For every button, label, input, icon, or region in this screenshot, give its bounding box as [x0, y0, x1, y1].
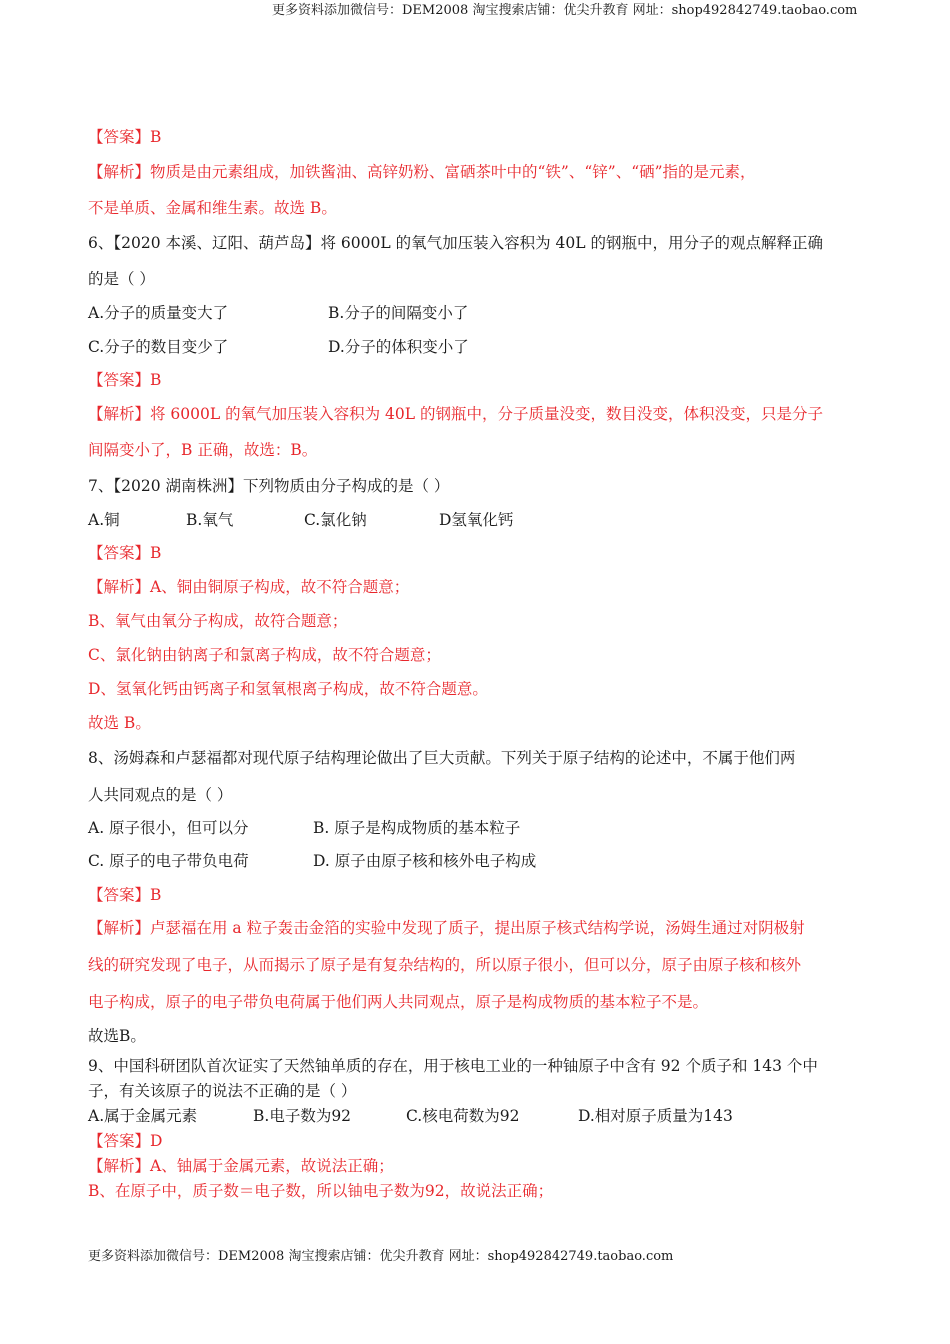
q9-question-line: 子，有关该原子的说法不正确的是（ ） — [88, 1082, 357, 1100]
q9-answer: 【答案】D — [88, 1132, 163, 1150]
q6-option-d: D.分子的体积变小了 — [328, 338, 469, 356]
q5-analysis-line: 不是单质、金属和维生素。故选 B。 — [88, 199, 337, 217]
q7-analysis-line: 【解析】A、铜由铜原子构成，故不符合题意； — [88, 578, 410, 596]
q9-analysis-line: B、在原子中，质子数＝电子数，所以铀电子数为92，故说法正确； — [88, 1182, 554, 1200]
q9-option-b: B.电子数为92 — [253, 1107, 352, 1125]
q8-option-c: C. 原子的电子带负电荷 — [88, 852, 249, 870]
q8-analysis-line: 【解析】卢瑟福在用 a 粒子轰击金箔的实验中发现了质子，提出原子核式结构学说，汤姆生通过对阴极射 — [88, 919, 805, 937]
q6-options-row — [88, 337, 469, 357]
q6-analysis-line: 间隔变小了，B 正确，故选：B。 — [88, 441, 318, 459]
q6-answer: 【答案】B — [88, 371, 162, 389]
page-header: 更多资料添加微信号：DEM2008 淘宝搜索店铺：优尖升教育 网址：shop492842749.taobao.com — [272, 3, 858, 18]
q9-option-c: C.核电荷数为92 — [406, 1107, 520, 1125]
q9-question-line: 9、中国科研团队首次证实了天然铀单质的存在，用于核电工业的一种铀原子中含有 92 个质子和 143 个中 — [88, 1057, 818, 1075]
q7-option-b: B.氧气 — [186, 511, 234, 529]
q7-conclusion: 故选 B。 — [88, 714, 151, 732]
q7-answer: 【答案】B — [88, 544, 162, 562]
q8-option-a: A. 原子很小，但可以分 — [88, 819, 249, 837]
q6-option-c: C.分子的数目变少了 — [88, 338, 229, 356]
q9-option-a: A.属于金属元素 — [88, 1107, 198, 1125]
q8-option-b: B. 原子是构成物质的基本粒子 — [313, 819, 521, 837]
q9-options-row — [88, 1106, 733, 1126]
q6-analysis-line: 【解析】将 6000L 的氧气加压装入容积为 40L 的钢瓶中，分子质量没变，数目没变，体积没变，只是分子 — [88, 405, 823, 423]
q7-option-a: A.铜 — [88, 511, 120, 529]
q9-option-d: D.相对原子质量为143 — [578, 1107, 733, 1125]
q5-answer: 【答案】B — [88, 128, 162, 146]
q8-option-d: D. 原子由原子核和核外电子构成 — [313, 852, 537, 870]
q8-answer: 【答案】B — [88, 886, 162, 904]
q7-option-d: D氢氧化钙 — [439, 511, 514, 529]
q8-analysis-line: 电子构成，原子的电子带负电荷属于他们两人共同观点，原子是构成物质的基本粒子不是。 — [88, 993, 709, 1011]
q6-option-a: A.分子的质量变大了 — [88, 304, 229, 322]
q9-analysis-line: 【解析】A、铀属于金属元素，故说法正确； — [88, 1157, 394, 1175]
q5-analysis-line: 【解析】物质是由元素组成，加铁酱油、高锌奶粉、富硒茶叶中的“铁”、“锌”、“硒”指的是元素， — [88, 163, 756, 181]
q8-options-row — [88, 818, 520, 838]
q7-question: 7、【2020 湖南株洲】下列物质由分子构成的是（ ） — [88, 477, 450, 495]
page-footer: 更多资料添加微信号：DEM2008 淘宝搜索店铺：优尖升教育 网址：shop492842749.taobao.com — [88, 1249, 674, 1264]
q8-conclusion: 故选B。 — [88, 1027, 146, 1045]
q8-question-line: 人共同观点的是（ ） — [88, 786, 233, 804]
q6-options-row — [88, 303, 468, 323]
q7-analysis-line: D、氢氧化钙由钙离子和氢氧根离子构成，故不符合题意。 — [88, 680, 488, 698]
q8-question-line: 8、汤姆森和卢瑟福都对现代原子结构理论做出了巨大贡献。下列关于原子结构的论述中，不属于他们两 — [88, 749, 796, 767]
q6-question-line: 6、【2020 本溪、辽阳、葫芦岛】将 6000L 的氧气加压装入容积为 40L 的钢瓶中，用分子的观点解释正确 — [88, 234, 823, 252]
q7-analysis-line: C、氯化钠由钠离子和氯离子构成，故不符合题意； — [88, 646, 441, 664]
q7-options-row — [88, 510, 513, 530]
q6-question-line: 的是（ ） — [88, 270, 155, 288]
q8-analysis-line: 线的研究发现了电子，从而揭示了原子是有复杂结构的，所以原子很小，但可以分，原子由原子核和核外 — [88, 956, 802, 974]
q7-option-c: C.氯化钠 — [304, 511, 367, 529]
q6-option-b: B.分子的间隔变小了 — [328, 304, 469, 322]
q7-analysis-line: B、氧气由氧分子构成，故符合题意； — [88, 612, 348, 630]
q8-options-row — [88, 851, 536, 871]
